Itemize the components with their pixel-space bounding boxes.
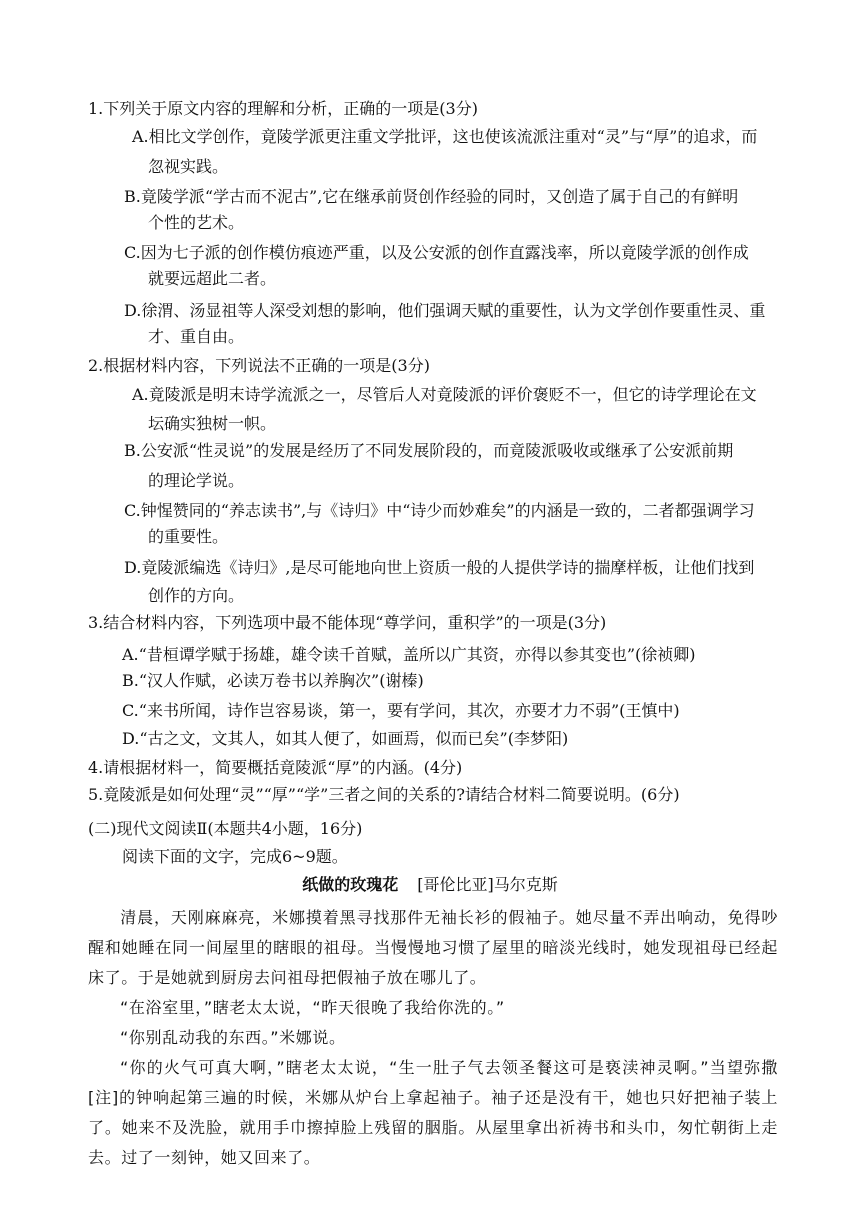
q2-option-a-line2: 坛确实独树一帜。: [148, 414, 277, 433]
story-paragraph-2: “在浴室里，”瞎老太太说，“昨天很晚了我给你洗的。”: [120, 998, 505, 1017]
story-paragraph-3: “你别乱动我的东西。”米娜说。: [120, 1028, 346, 1047]
story-paragraph-4: “你的火气可真大啊，”瞎老太太说，“生一肚子气去领圣餐这可是亵渎神灵啊。”当望弥撒[注]的钟响起第三遍的时候，米娜从炉台上拿起袖子。袖子还是没有干，她也只好把袖子装上了。她来不及洗脸，就用手巾擦掉脸上残留的胭脂。从屋里拿出祈祷书和头巾，匆忙朝街上走去。过了一刻钟，她又回来了。: [88, 1058, 778, 1167]
q3-option-c: C.“来书所闻，诗作岂容易谈，第一，要有学问，其次，亦要才力不弱”(王慎中): [122, 701, 680, 720]
q3-option-b: B.“汉人作赋，必读万卷书以养胸次”(谢榛): [122, 671, 424, 690]
q3-option-a: A.“昔桓谭学赋于扬雄，雄令读千首赋，盖所以广其资，亦得以参其变也”(徐祯卿): [122, 645, 696, 664]
q1-option-a-line1: A.相比文学创作，竟陵学派更注重文学批评，这也使该流派注重对“灵”与“厚”的追求，而: [132, 127, 758, 146]
q1-option-d-line1: D.徐渭、汤显祖等人深受刘想的影响，他们强调天赋的重要性，认为文学创作要重性灵、重: [124, 301, 766, 320]
story-title-row: [0, 874, 860, 896]
q2-option-b-line2: 的理论学说。: [148, 471, 245, 490]
q2-option-b-line1: B.公安派“性灵说”的发展是经历了不同发展阶段的，而竟陵派吸收或继承了公安派前期: [124, 441, 734, 460]
q1-option-b-line2: 个性的艺术。: [148, 213, 245, 232]
q3-stem: 3.结合材料内容，下列选项中最不能体现“尊学问，重积学”的一项是(3分): [88, 613, 607, 632]
q1-option-a-line2: 忽视实践。: [148, 157, 229, 176]
q2-option-d-line2: 创作的方向。: [148, 586, 245, 605]
story-author: [哥伦比亚]马尔克斯: [417, 875, 558, 894]
story-paragraph-1: 清晨，天刚麻麻亮，米娜摸着黑寻找那件无袖长衫的假袖子。她尽量不弄出响动，免得吵醒和她睡在同一间屋里的瞎眼的祖母。当慢慢地习惯了屋里的暗淡光线时，她发现祖母已经起床了。于是她就到厨房去问祖母把假袖子放在哪儿了。: [88, 908, 778, 987]
q5-stem: 5.竟陵派是如何处理“灵”“厚”“学”三者之间的关系的?请结合材料二简要说明。(6分): [88, 785, 680, 804]
story-title: 纸做的玫瑰花: [302, 875, 399, 894]
q2-option-c-line2: 的重要性。: [148, 527, 229, 546]
q2-option-d-line1: D.竟陵派编选《诗归》,是尽可能地向世上资质一般的人提供学诗的揣摩样板，让他们找到: [124, 558, 755, 577]
section-heading: (二)现代文阅读Ⅱ(本题共4小题，16分): [88, 819, 363, 838]
q1-option-b-line1: B.竟陵学派“学古而不泥古”,它在继承前贤创作经验的同时，又创造了属于自己的有鲜明: [124, 187, 739, 206]
q4-stem: 4.请根据材料一，简要概括竟陵派“厚”的内涵。(4分): [88, 758, 463, 777]
q3-option-d: D.“古之文，文其人，如其人便了，如画焉，似而已矣”(李梦阳): [122, 729, 569, 748]
q1-option-d-line2: 才、重自由。: [148, 327, 245, 346]
q1-option-c-line1: C.因为七子派的创作模仿痕迹严重，以及公安派的创作直露浅率，所以竟陵学派的创作成: [124, 243, 749, 262]
q1-stem: 1.下列关于原文内容的理解和分析，正确的一项是(3分): [88, 99, 478, 118]
section-instruction: 阅读下面的文字，完成6~9题。: [122, 847, 348, 866]
q2-stem: 2.根据材料内容，下列说法不正确的一项是(3分): [88, 356, 430, 375]
q1-option-c-line2: 就要远超此二者。: [148, 269, 277, 288]
q2-option-c-line1: C.钟惺赞同的“养志读书”,与《诗归》中“诗少而妙难矣”的内涵是一致的，二者都强调学习: [124, 501, 755, 520]
q2-option-a-line1: A.竟陵派是明末诗学流派之一，尽管后人对竟陵派的评价褒贬不一，但它的诗学理论在文: [132, 385, 757, 404]
